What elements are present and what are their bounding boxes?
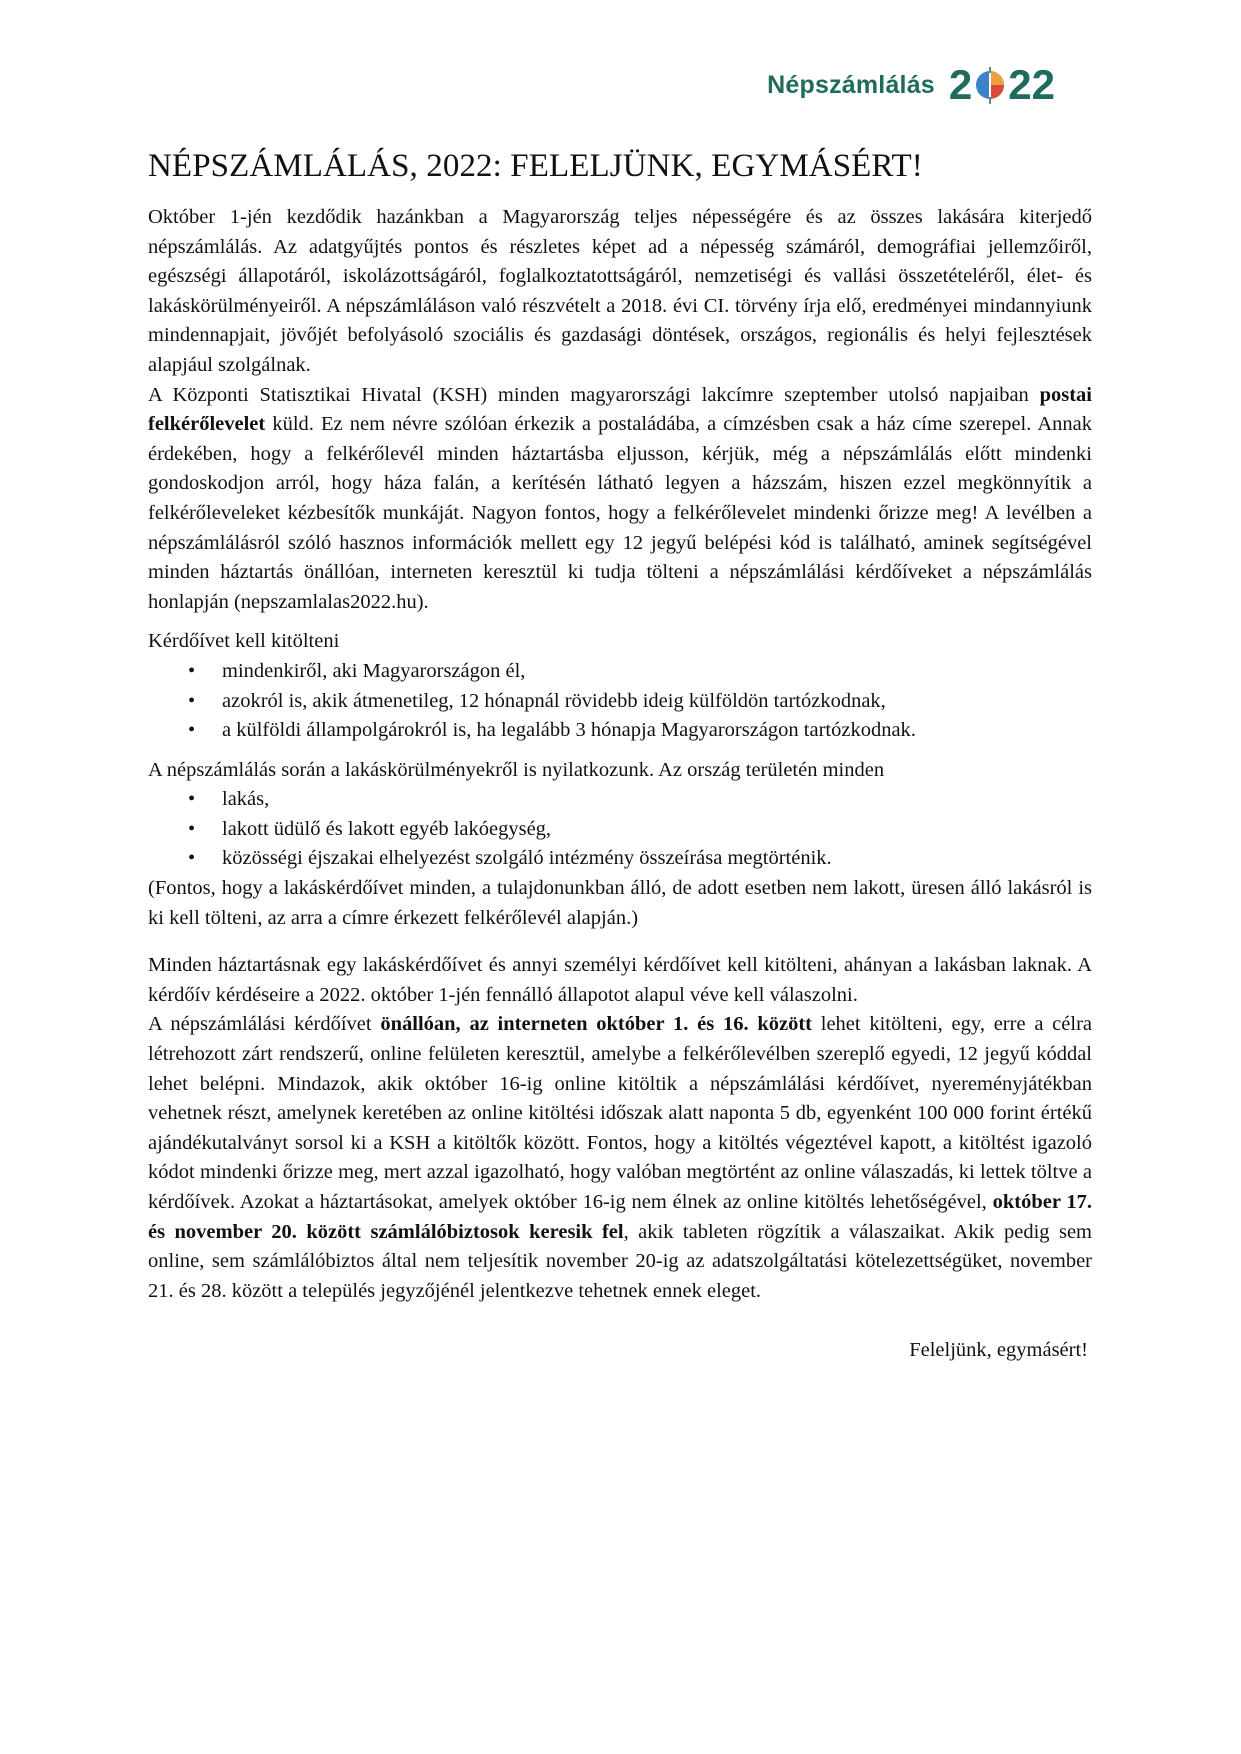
list-item: • lakott üdülő és lakott egyéb lakóegység,	[148, 815, 1092, 845]
paragraph-online	[148, 1010, 1092, 1306]
paragraph-online-bold-2: október 17. és november 20. között számlálóbiztosok keresik fel	[148, 1191, 1092, 1243]
census-logo	[767, 61, 1055, 108]
list-item: • a külföldi állampolgárokról is, ha legalább 3 hónapja Magyarországon tartózkodnak.	[148, 716, 1092, 746]
paragraph-online-bold-1: önállóan, az interneten október 1. és 16. között	[380, 1013, 812, 1036]
paragraph-letter	[148, 381, 1092, 618]
list-who-to-count	[148, 657, 1092, 746]
paragraph-questionnaires: Minden háztartásnak egy lakáskérdőívet és annyi személyi kérdőívet kell kitölteni, ahányan a lakásban laknak. A kérdőív kérdéseire a 2022. október 1-jén fennálló állapotot alapul véve kell válaszolni.	[148, 954, 1092, 1006]
logo-year-digits-22: 22	[1008, 61, 1055, 108]
paragraph-letter-bold: postai felkérőlevelet	[148, 383, 1092, 436]
logo-year-digit-2: 2	[948, 61, 973, 108]
list-item: • közösségi éjszakai elhelyezést szolgáló intézmény összeírása megtörténik.	[148, 844, 1092, 874]
list-item: • mindenkiről, aki Magyarországon él,	[148, 657, 1092, 687]
paragraph-online-text-c: lehet kitölteni, egy, erre a célra létrehozott zárt rendszerű, online felületen keresztül, amelybe a felkérőlevélben szereplő egyedi, 12 jegyű kóddal lehet belépni. Mindazok, akik október 16-ig online kitöltik a népszámlálási kérdőívet, nyereményjátékban vehetnek részt, amelynek keretében az online kitöltési időszak alatt naponta 5 db, egyenként 100 000 forint értékű ajándékutalványt sorsol ki a KSH a kitöltők között. Fontos, hogy a kitöltés végeztével kapott, a kitöltést igazoló kódot mindenki őrizze meg, mert azzal igazolható, hogy valóban megtörtént az online válaszadás, ki lettek töltve a kérdőívek. Azokat a háztartásokat, amelyek október 16-ig nem élnek az online kitöltés lehetőségével,	[148, 1013, 1092, 1213]
list2-intro: A népszámlálás során a lakáskörülményekről is nyilatkozunk. Az ország területén minden	[148, 758, 885, 781]
signoff: Feleljünk, egymásért!	[909, 1339, 1088, 1362]
paragraph-intro: Október 1-jén kezdődik hazánkban a Magyarország teljes népességére és az összes lakására kiterjedő népszámlálás. Az adatgyűjtés pontos és részletes képet ad a népesség számáról, demográfiai jellemzőiről, egészségi állapotáról, iskolázottságáról, foglalkoztatottságáról, nemzetiségi és vallási összetételéről, élet- és lakáskörülményeiről. A népszámláláson való részvételt a 2018. évi CI. törvény írja elő, eredményei mindannyiunk mindennapjait, jövőjét befolyásoló szociális és gazdasági döntések, országos, regionális és helyi fejlesztések alapjául szolgálnak.	[148, 206, 1092, 376]
logo-year	[948, 61, 1055, 108]
logo-text: Népszámlálás	[767, 70, 935, 99]
document-body	[148, 148, 1092, 1366]
list-item: • lakás,	[148, 785, 1092, 815]
paragraph-letter-text-a: A Központi Statisztikai Hivatal (KSH) minden magyarországi lakcímre szeptember utolsó napjaiban	[148, 383, 1040, 406]
list-dwellings	[148, 785, 1092, 874]
list1-intro: Kérdőívet kell kitölteni	[148, 630, 340, 653]
paragraph-letter-text-c: küld. Ez nem névre szólóan érkezik a postaládába, a címzésben csak a ház címe szerepel. Annak érdekében, hogy a felkérőlevél minden háztartásba eljusson, kérjük, még a népszámlálás előtt mindenki gondoskodjon arról, hogy háza falán, a kerítésén látható legyen a házszám, hiszen ezzel megkönnyítik a felkérőleveleket kézbesítők munkáját. Nagyon fontos, hogy a felkérőlevelet mindenki őrizze meg! A levélben a népszámlálásról szóló hasznos információk mellett egy 12 jegyű belépési kód is található, aminek segítségével minden háztartás önállóan, interneten keresztül ki tudja tölteni a népszámlálási kérdőíveket a népszámlálás honlapján (nepszamlalas2022.hu).	[148, 413, 1092, 613]
paragraph-online-text-e: , akik tableten rögzítik a válaszaikat. Akik pedig sem online, sem számlálóbiztos által nem teljesítik november 20-ig az adatszolgáltatási kötelezettségüket, november 21. és 28. között a település jegyzőjénél jelentkezve tehetnek ennek eleget.	[148, 1220, 1092, 1302]
page-title: NÉPSZÁMLÁLÁS, 2022: FELELJÜNK, EGYMÁSÉRT!	[148, 148, 923, 184]
logo-zero-icon	[973, 64, 1007, 106]
list-item: • azokról is, akik átmenetileg, 12 hónapnál rövidebb ideig külföldön tartózkodnak,	[148, 687, 1092, 717]
paragraph-note: (Fontos, hogy a lakáskérdőívet minden, a tulajdonunkban álló, de adott esetben nem lakott, üresen álló lakásról is ki kell tölteni, az arra a címre érkezett felkérőlevél alapján.)	[148, 877, 1092, 929]
paragraph-online-text-a: A népszámlálási kérdőívet	[148, 1013, 381, 1036]
